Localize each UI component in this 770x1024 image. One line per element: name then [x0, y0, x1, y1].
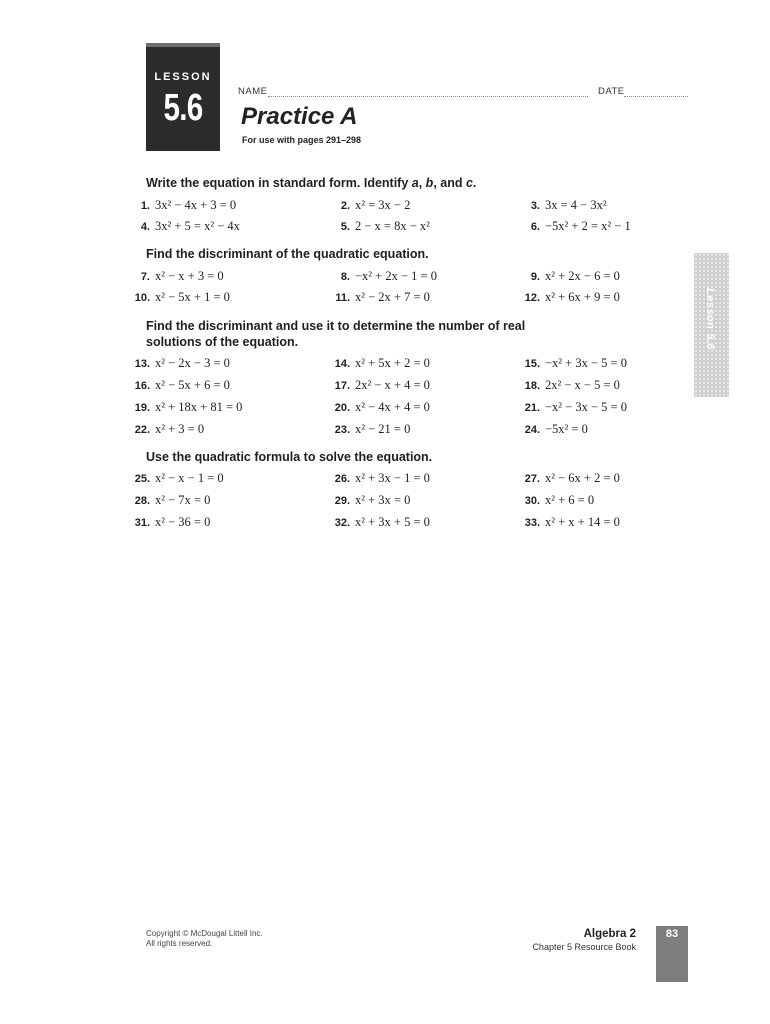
- problem: [126, 198, 236, 213]
- problem: [126, 269, 224, 284]
- problem-equation: 2x² − x − 5 = 0: [545, 378, 620, 392]
- problem-equation: x² − 4x + 4 = 0: [355, 400, 430, 414]
- lesson-badge: [146, 43, 220, 151]
- problem-number: 8.: [340, 271, 350, 283]
- problem-equation: x² − 36 = 0: [155, 515, 211, 529]
- problem-equation: 3x = 4 − 3x²: [545, 198, 607, 212]
- problem: [516, 378, 620, 393]
- problem-number: 23.: [334, 424, 350, 436]
- problem: [326, 400, 430, 415]
- problem-equation: x² + 3x + 5 = 0: [355, 515, 430, 529]
- problem-number: 31.: [134, 517, 150, 529]
- problem-number: 22.: [134, 424, 150, 436]
- problem-number: 18.: [524, 380, 540, 392]
- problem: [126, 356, 230, 371]
- problem-equation: −x² + 3x − 5 = 0: [545, 356, 627, 370]
- problem: [326, 515, 430, 530]
- problem-number: 25.: [134, 473, 150, 485]
- problem: [516, 198, 607, 213]
- name-date-line: [238, 86, 688, 100]
- problem-equation: x² + 18x + 81 = 0: [155, 400, 243, 414]
- date-label: DATE: [598, 86, 625, 97]
- problem: [326, 219, 430, 234]
- problem-number: 17.: [334, 380, 350, 392]
- lesson-number: 5.6: [163, 87, 203, 129]
- section-heading-discriminant: Find the discriminant of the quadratic equation.: [146, 247, 429, 261]
- problem-equation: x² − 21 = 0: [355, 422, 411, 436]
- book-subtitle: Chapter 5 Resource Book: [532, 942, 636, 952]
- problem: [326, 356, 430, 371]
- problem: [326, 493, 410, 508]
- problem-number: 20.: [334, 402, 350, 414]
- lesson-label: LESSON: [154, 71, 212, 83]
- problem-number: 33.: [524, 517, 540, 529]
- problem: [326, 290, 430, 305]
- problem-equation: x² + 3x = 0: [355, 493, 411, 507]
- problem-equation: 3x² − 4x + 3 = 0: [155, 198, 237, 212]
- problem-number: 30.: [524, 495, 540, 507]
- problem-equation: −x² − 3x − 5 = 0: [545, 400, 627, 414]
- name-label: NAME: [238, 86, 268, 97]
- problem: [326, 378, 430, 393]
- problem-number: 28.: [134, 495, 150, 507]
- problem: [126, 422, 204, 437]
- copyright-line: Copyright © McDougal Littell Inc.: [146, 929, 263, 938]
- problem: [516, 356, 627, 371]
- problem: [516, 515, 620, 530]
- problem-number: 7.: [140, 271, 150, 283]
- problem-number: 10.: [134, 292, 150, 304]
- problem-number: 15.: [524, 358, 540, 370]
- problem: [126, 400, 242, 415]
- problem-equation: x² − x + 3 = 0: [155, 269, 224, 283]
- problem: [126, 515, 210, 530]
- problem-equation: x² + 6x + 9 = 0: [545, 290, 620, 304]
- problem-equation: x² − 2x − 3 = 0: [155, 356, 230, 370]
- problem-number: 24.: [524, 424, 540, 436]
- heading-line: Find the discriminant and use it to determine the number of real: [146, 319, 526, 333]
- section-heading-standard-form: [146, 175, 546, 191]
- problem-equation: x² + 3x − 1 = 0: [355, 471, 430, 485]
- problem-equation: x² − x − 1 = 0: [155, 471, 224, 485]
- problem: [516, 290, 620, 305]
- problem: [126, 290, 230, 305]
- problem-number: 13.: [134, 358, 150, 370]
- date-field: [624, 96, 688, 97]
- problem-equation: x² + x + 14 = 0: [545, 515, 620, 529]
- problem-equation: 2x² − x + 4 = 0: [355, 378, 430, 392]
- problem-number: 11.: [335, 292, 350, 304]
- problem-number: 9.: [530, 271, 540, 283]
- problem: [516, 400, 627, 415]
- page-title: Practice A: [241, 103, 358, 130]
- problem: [126, 493, 210, 508]
- problem-equation: x² + 2x − 6 = 0: [545, 269, 620, 283]
- problem: [126, 471, 224, 486]
- problem-number: 14.: [334, 358, 350, 370]
- problem-equation: 3x² + 5 = x² − 4x: [155, 219, 240, 233]
- heading-text-1: Write the equation in standard form. Identify a, b, and c.: [146, 176, 477, 190]
- problem-number: 26.: [334, 473, 350, 485]
- problem-equation: x² + 3 = 0: [155, 422, 205, 436]
- problem-equation: 2 − x = 8x − x²: [355, 219, 430, 233]
- problem: [516, 471, 620, 486]
- problem-number: 16.: [134, 380, 150, 392]
- problem-number: 1.: [140, 200, 150, 212]
- heading-line: solutions of the equation.: [146, 335, 299, 349]
- problem: [516, 422, 588, 437]
- copyright-line: All rights reserved.: [146, 939, 213, 948]
- name-field: [268, 96, 588, 97]
- problem-equation: x² − 2x + 7 = 0: [355, 290, 430, 304]
- problem: [326, 269, 437, 284]
- problem-equation: x² − 6x + 2 = 0: [545, 471, 620, 485]
- problem-equation: −5x² + 2 = x² − 1: [545, 219, 631, 233]
- problem-number: 19.: [134, 402, 150, 414]
- problem-number: 6.: [530, 221, 540, 233]
- problem-equation: x² + 6 = 0: [545, 493, 595, 507]
- problem-number: 21.: [524, 402, 540, 414]
- page-number-box: [656, 926, 688, 982]
- problem: [326, 471, 430, 486]
- problem: [326, 422, 410, 437]
- problem: [516, 269, 620, 284]
- problem-number: 27.: [524, 473, 540, 485]
- book-title: Algebra 2: [583, 928, 636, 940]
- page-subtitle: For use with pages 291–298: [242, 135, 362, 145]
- problem-equation: x² − 5x + 1 = 0: [155, 290, 230, 304]
- problem: [516, 219, 631, 234]
- section-heading-number-of-solutions: [146, 318, 546, 350]
- problem-number: 12.: [524, 292, 540, 304]
- problem-equation: x² − 5x + 6 = 0: [155, 378, 230, 392]
- problem-equation: −x² + 2x − 1 = 0: [355, 269, 437, 283]
- problem-equation: x² − 7x = 0: [155, 493, 211, 507]
- page-number: 83: [665, 928, 679, 940]
- copyright: [146, 929, 263, 949]
- problem-equation: −5x² = 0: [545, 422, 588, 436]
- section-heading-quadratic-formula: Use the quadratic formula to solve the equation.: [146, 450, 433, 464]
- problem: [326, 198, 410, 213]
- problem: [126, 378, 230, 393]
- problem: [516, 493, 594, 508]
- side-tab-label: Lesson 5.6: [704, 288, 716, 350]
- problem-number: 29.: [334, 495, 350, 507]
- problem-number: 2.: [340, 200, 350, 212]
- problem-number: 5.: [340, 221, 350, 233]
- problem: [126, 219, 240, 234]
- problem-number: 32.: [334, 517, 350, 529]
- problem-equation: x² + 5x + 2 = 0: [355, 356, 430, 370]
- problem-equation: x² = 3x − 2: [355, 198, 411, 212]
- problem-number: 4.: [140, 221, 150, 233]
- problem-number: 3.: [530, 200, 540, 212]
